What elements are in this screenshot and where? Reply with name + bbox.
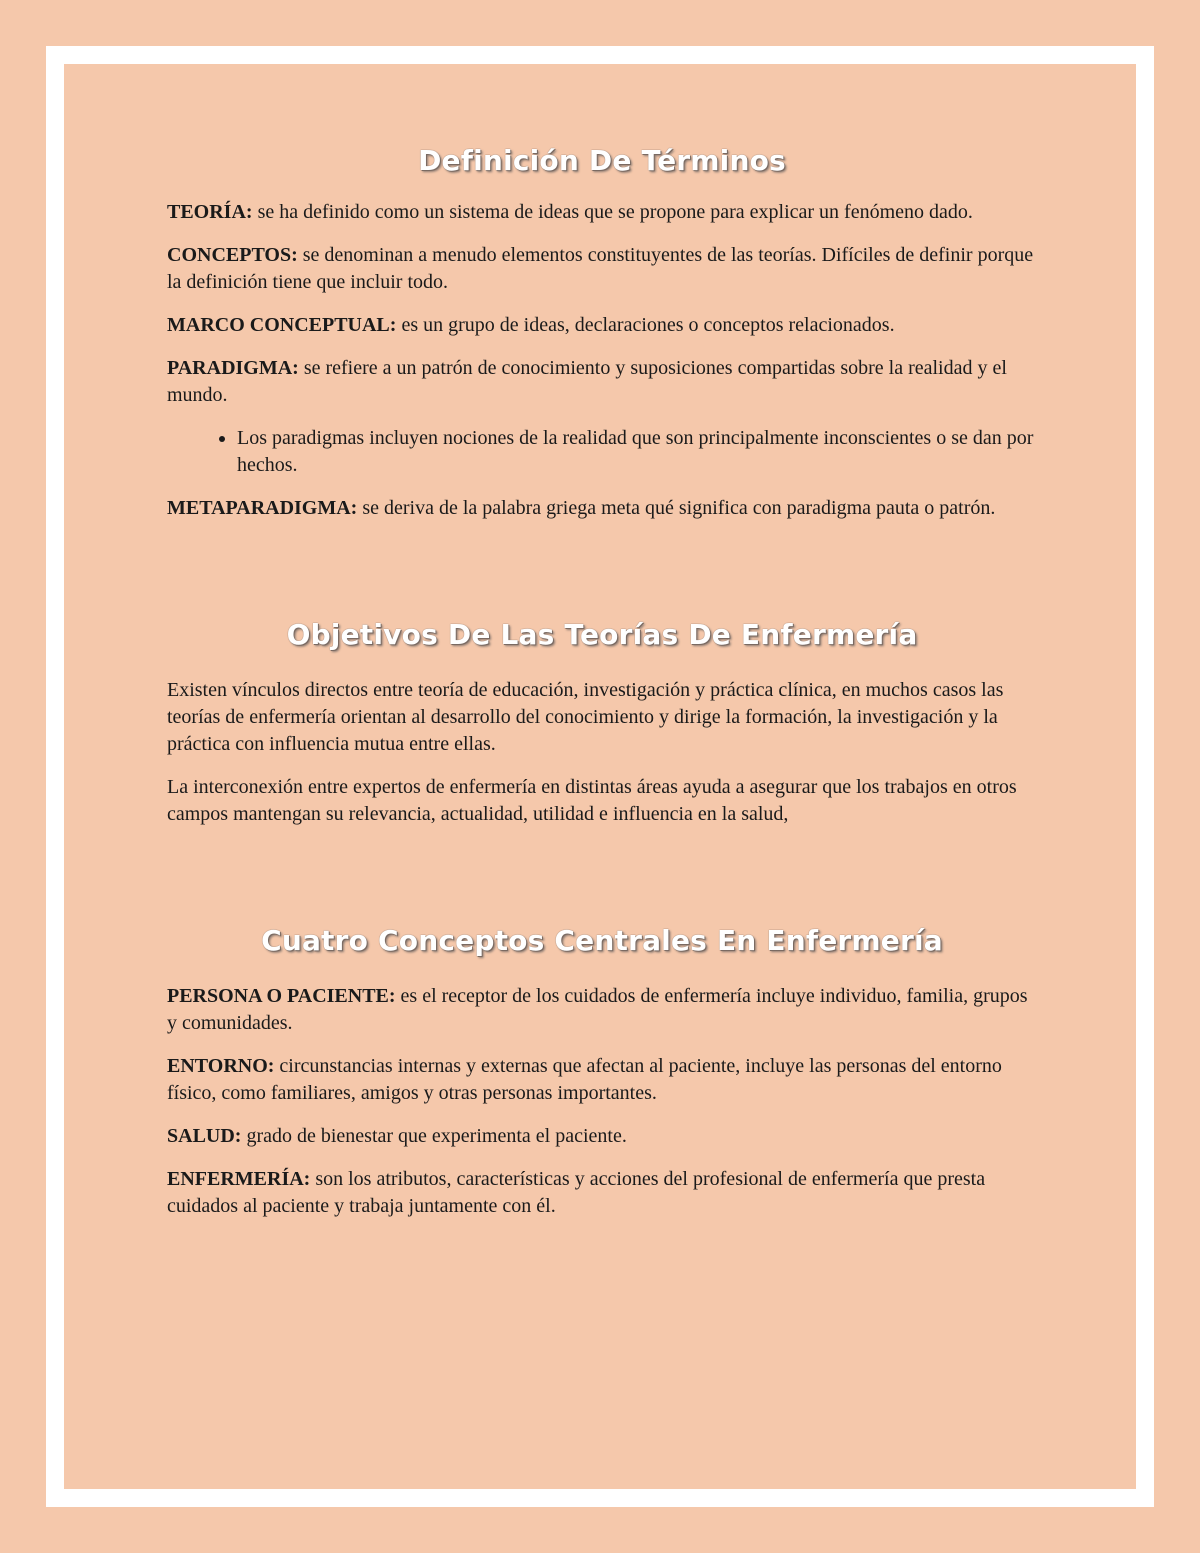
term-text: se denominan a menudo elementos constituyentes de las teorías. Difíciles de definir porque la definición tiene que incluir todo.: [167, 244, 1034, 293]
section-title-objetivos: Objetivos De Las Teorías De Enfermería: [286, 618, 918, 651]
paradigma-bullet-list: [167, 425, 1037, 479]
term-text: se refiere a un patrón de conocimiento y suposiciones compartidas sobre la realidad y el mundo.: [167, 357, 1007, 406]
definition-marco-conceptual: [167, 312, 1037, 339]
concepto-enfermeria: [167, 1166, 1037, 1220]
term-label: PERSONA O PACIENTE:: [167, 985, 396, 1007]
concepto-entorno: [167, 1053, 1037, 1107]
document-body: [167, 138, 1037, 1236]
term-label: ENTORNO:: [167, 1055, 275, 1077]
definition-teoria: [167, 199, 1037, 226]
term-text: circunstancias internas y externas que afectan al paciente, incluye las personas del entorno físico, como familiares, amigos y otras personas importantes.: [167, 1055, 1002, 1104]
definition-metaparadigma: [167, 495, 1037, 522]
definition-paradigma: [167, 355, 1037, 409]
term-text: grado de bienestar que experimenta el paciente.: [241, 1125, 627, 1147]
term-label: MARCO CONCEPTUAL:: [167, 314, 397, 336]
objetivos-paragraph: Existen vínculos directos entre teoría de educación, investigación y práctica clínica, en muchos casos las teorías de enfermería orientan al desarrollo del conocimiento y dirige la formación, la investigación y la práctica con influencia mutua entre ellas.: [167, 679, 1004, 755]
objetivos-paragraph: La interconexión entre expertos de enfermería en distintas áreas ayuda a asegurar que los trabajos en otros campos mantengan su relevancia, actualidad, utilidad e influencia en la salud,: [167, 776, 1017, 825]
concepto-persona: [167, 983, 1037, 1037]
term-label: CONCEPTOS:: [167, 244, 298, 266]
term-text: son los atributos, características y acciones del profesional de enfermería que presta cuidados al paciente y trabaja juntamente con él.: [167, 1168, 986, 1217]
term-label: TEORÍA:: [167, 201, 253, 223]
concepto-salud: [167, 1123, 1037, 1150]
term-label: SALUD:: [167, 1125, 242, 1147]
term-text: es el receptor de los cuidados de enfermería incluye individuo, familia, grupos y comunidades.: [167, 985, 1028, 1034]
term-text: se deriva de la palabra griega meta qué significa con paradigma pauta o patrón.: [357, 497, 996, 519]
term-text: se ha definido como un sistema de ideas que se propone para explicar un fenómeno dado.: [252, 201, 973, 223]
section-title-conceptos: Cuatro Conceptos Centrales En Enfermería: [261, 924, 943, 957]
term-label: PARADIGMA:: [167, 357, 299, 379]
definition-conceptos: [167, 242, 1037, 296]
term-label: ENFERMERÍA:: [167, 1168, 311, 1190]
term-text: es un grupo de ideas, declaraciones o conceptos relacionados.: [396, 314, 895, 336]
section-title-definicion: Definición De Términos: [418, 144, 786, 177]
bullet-item: • Los paradigmas incluyen nociones de la realidad que son principalmente inconscientes o se dan por hechos.: [237, 425, 1037, 479]
term-label: METAPARADIGMA:: [167, 497, 358, 519]
